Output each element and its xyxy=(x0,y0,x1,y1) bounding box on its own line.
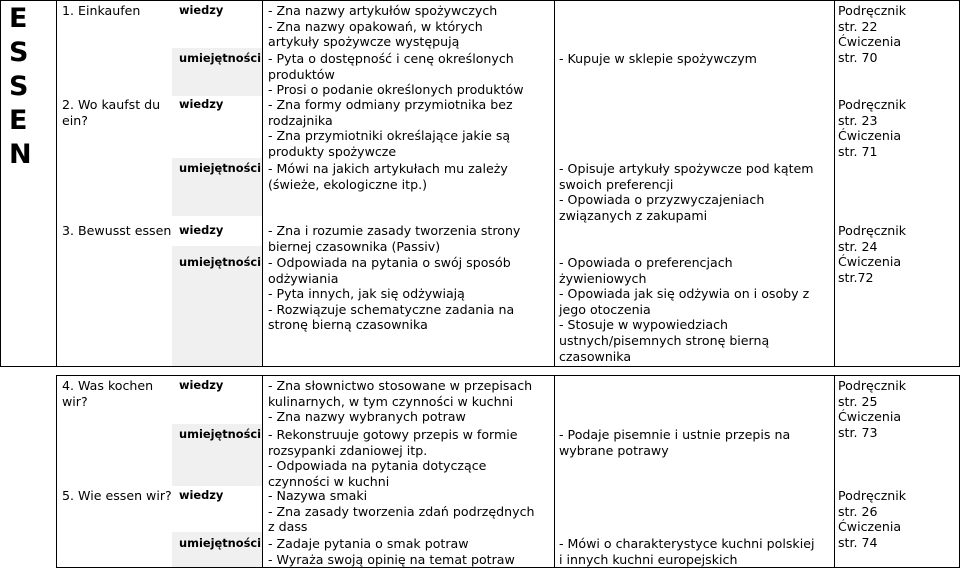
knowledge-line: - Nazywa smaki xyxy=(268,488,368,503)
skills-line: - Rekonstruuje gotowy przepis w formie xyxy=(268,427,518,442)
activity-line: związanych z zakupami xyxy=(559,207,708,223)
label-skills: umiejętności xyxy=(179,161,262,175)
activity-line: - Opowiada o preferencjach xyxy=(559,255,733,270)
skills-line: stronę bierną czasownika xyxy=(268,317,428,333)
col-divider xyxy=(834,375,835,568)
knowledge-line: - Zna nazwy wybranych potraw xyxy=(268,409,466,425)
col-divider xyxy=(56,0,57,366)
ref-line: Podręcznik xyxy=(838,97,907,112)
activity-line: i innych kuchni europejskich xyxy=(559,551,738,567)
side-letter: E xyxy=(9,105,28,136)
topic-line: wir? xyxy=(62,393,88,409)
activity-line: swoich preferencji xyxy=(559,176,674,192)
ref-line: str. 73 xyxy=(838,424,878,440)
skills-line: rozsypanki zdaniowej itp. xyxy=(268,442,428,458)
knowledge-line: - Zna słownictwo stosowane w przepisach xyxy=(268,378,533,393)
topic-line: 2. Wo kaufst du xyxy=(62,97,161,112)
label-knowledge: wiedzy xyxy=(179,378,224,392)
knowledge-line: kulinarnych, w tym czynności w kuchni xyxy=(268,393,514,409)
knowledge-line: - Zna przymiotniki określające jakie są xyxy=(268,128,511,144)
skills-line: - Prosi o podanie określonych produktów xyxy=(268,82,524,98)
ref-line: str. 74 xyxy=(838,534,878,550)
knowledge-line: artykuły spożywcze występują xyxy=(268,34,460,50)
side-letter: E xyxy=(9,3,28,34)
col-divider xyxy=(56,375,57,568)
knowledge-line: biernej czasownika (Passiv) xyxy=(268,238,441,254)
knowledge-line: - Zna formy odmiany przymiotnika bez xyxy=(268,97,513,112)
activity-line: - Opowiada jak się odżywia on i osoby z xyxy=(559,286,810,302)
ref-line: str. 71 xyxy=(838,143,878,159)
skills-line: odżywiania xyxy=(268,270,339,286)
side-letter: S xyxy=(9,71,29,102)
topic-line: 5. Wie essen wir? xyxy=(62,488,172,503)
skills-line: - Zadaje pytania o smak potraw xyxy=(268,536,469,551)
activity-line: - Opowiada o przyzwyczajeniach xyxy=(559,192,765,208)
col-divider xyxy=(554,375,555,568)
side-letter: S xyxy=(9,37,29,68)
skills-line: - Wyraża swoją opinię na temat potraw xyxy=(268,551,515,567)
ref-line: str. 23 xyxy=(838,112,878,128)
activity-line: żywieniowych xyxy=(559,270,647,286)
ref-line: Ćwiczenia xyxy=(838,128,902,144)
ref-line: str. 26 xyxy=(838,503,878,519)
label-knowledge: wiedzy xyxy=(179,3,224,17)
activity-line: czasownika xyxy=(559,348,632,364)
ref-line: Ćwiczenia xyxy=(838,254,902,270)
ref-line: Ćwiczenia xyxy=(838,34,902,50)
knowledge-line: - Zna i rozumie zasady tworzenia strony xyxy=(268,223,521,238)
activity-line: wybrane potrawy xyxy=(559,442,669,458)
knowledge-line: - Zna nazwy artykułów spożywczych xyxy=(268,3,498,18)
activity-line: - Mówi o charakterystyce kuchni polskiej xyxy=(559,536,815,551)
side-letter: N xyxy=(9,139,32,170)
label-knowledge: wiedzy xyxy=(179,488,224,502)
knowledge-line: - Zna zasady tworzenia zdań podrzędnych xyxy=(268,503,535,519)
knowledge-line: produkty spożywcze xyxy=(268,143,397,159)
label-skills: umiejętności xyxy=(179,255,262,269)
col-divider xyxy=(0,0,1,366)
ref-line: str. 24 xyxy=(838,238,878,254)
skills-line: - Odpowiada na pytania dotyczące xyxy=(268,458,487,474)
knowledge-line: - Zna nazwy opakowań, w których xyxy=(268,18,483,34)
ref-line: str. 70 xyxy=(838,49,878,65)
topic-line: ein? xyxy=(62,112,88,128)
label-skills: umiejętności xyxy=(179,536,262,550)
skills-line: - Pyta innych, jak się odżywiają xyxy=(268,286,465,302)
ref-line: Podręcznik xyxy=(838,223,907,238)
activity-line: - Kupuje w sklepie spożywczym xyxy=(559,51,757,66)
activity-line: - Stosuje w wypowiedziach xyxy=(559,317,729,333)
activity-line: ustnych/pisemnych stronę bierną xyxy=(559,333,770,348)
skills-line: produktów xyxy=(268,66,335,82)
skills-line: - Mówi na jakich artykułach mu zależy xyxy=(268,161,508,176)
col-divider xyxy=(262,375,263,568)
activity-line: - Opisuje artykuły spożywcze pod kątem xyxy=(559,161,814,176)
label-skills: umiejętności xyxy=(179,427,262,441)
skills-line: (świeże, ekologiczne itp.) xyxy=(268,176,427,192)
skills-line: - Odpowiada na pytania o swój sposób xyxy=(268,255,511,270)
table-border-bottom xyxy=(0,366,960,367)
label-skills: umiejętności xyxy=(179,51,262,65)
topic-line: 3. Bewusst essen xyxy=(62,223,172,238)
ref-line: str.72 xyxy=(838,269,874,285)
label-knowledge: wiedzy xyxy=(179,97,224,111)
topic-line: 1. Einkaufen xyxy=(62,3,141,18)
skills-line: - Pyta o dostępność i cenę określonych xyxy=(268,51,514,66)
knowledge-line: rodzajnika xyxy=(268,112,333,128)
ref-line: Podręcznik xyxy=(838,3,907,18)
ref-line: Podręcznik xyxy=(838,378,907,393)
topic-line: 4. Was kochen xyxy=(62,378,154,393)
activity-line: jego otoczenia xyxy=(559,301,651,317)
activity-line: - Podaje pisemnie i ustnie przepis na xyxy=(559,427,791,442)
ref-line: str. 25 xyxy=(838,393,878,409)
ref-line: Ćwiczenia xyxy=(838,519,902,535)
knowledge-line: z dass xyxy=(268,519,308,535)
col-divider xyxy=(554,0,555,366)
skills-line: czynności w kuchni xyxy=(268,473,390,489)
ref-line: Podręcznik xyxy=(838,488,907,503)
table-border-top xyxy=(0,0,960,1)
ref-line: str. 22 xyxy=(838,18,878,34)
ref-line: Ćwiczenia xyxy=(838,409,902,425)
table-border-top xyxy=(56,375,960,376)
col-divider xyxy=(262,0,263,366)
label-knowledge: wiedzy xyxy=(179,223,224,237)
col-divider xyxy=(834,0,835,366)
skills-line: - Rozwiązuje schematyczne zadania na xyxy=(268,301,515,317)
